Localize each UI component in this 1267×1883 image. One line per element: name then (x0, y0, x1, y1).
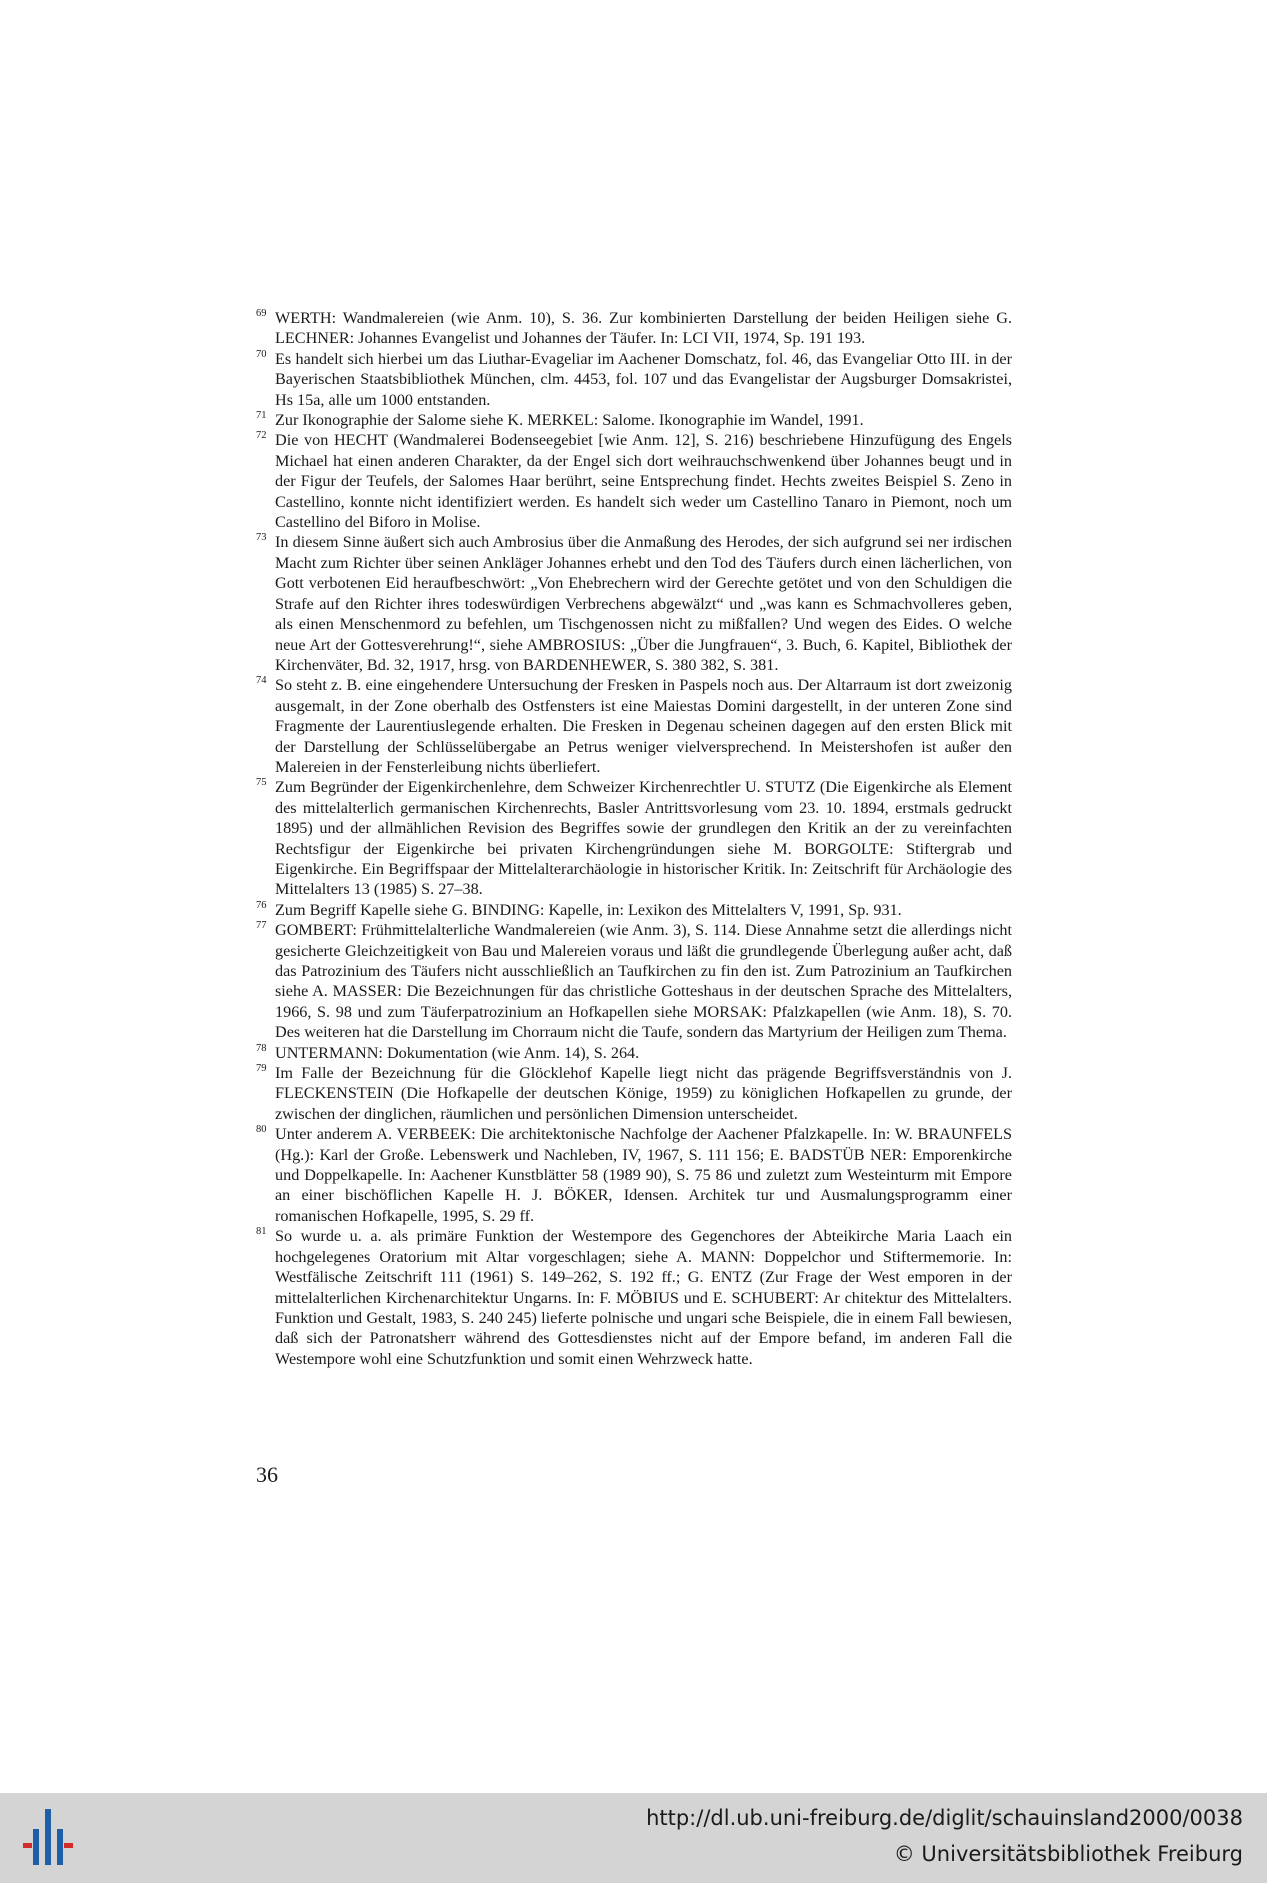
footnote-text: UNTERMANN: Dokumentation (wie Anm. 14), S. 264. (275, 1043, 640, 1062)
footnote-text: Es handelt sich hierbei um das Liuthar-Evageliar im Aachener Domschatz, fol. 46, das Evangeliar Otto III. in der Bayerischen Staatsbibliothek München, clm. 4453, fol. 107 und das Evangelistar der Augsburger Domsakristei, Hs 15a, alle um 1000 entstanden. (275, 349, 1012, 409)
footnote (256, 900, 1012, 920)
footnote-number: 80 (256, 1124, 267, 1136)
footer-bar (0, 1793, 1267, 1883)
footnote (256, 430, 1012, 532)
footnotes-section (256, 308, 1012, 1369)
footnote (256, 777, 1012, 899)
footnote (256, 1124, 1012, 1226)
footnote-text: So steht z. B. eine eingehendere Untersuchung der Fresken in Paspels noch aus. Der Altarraum ist dort zweizonig ausgemalt, in der Zone oberhalb des Ostfensters ist eine Maiestas Domini dargestellt, in der unteren Zone sind Fragmente der Laurentiuslegende erhalten. Die Fresken in Degenau scheinen dagegen auf den ersten Blick mit der Darstellung der Schlüsselübergabe an Petrus weniger vielversprechend. In Meistershofen ist außer den Malereien in der Fensterleibung nichts überliefert. (275, 676, 1012, 776)
footnote (256, 1063, 1012, 1124)
footnote-text: Die von HECHT (Wandmalerei Bodenseegebiet [wie Anm. 12], S. 216) beschriebene Hinzufügung des Engels Michael hat einen anderen Charakter, da der Engel sich dort weihrauchschwenkend über Johannes beugt und in der Figur der Teufels, der Salomes Haar berührt, seine Entsprechung findet. Hechts zweites Beispiel S. Zeno in Castellino, konnte nicht identifiziert werden. Es handelt sich weder um Castellino Tanaro in Piemont, noch um Castellino del Biforo in Molise. (275, 431, 1012, 532)
footnote-number: 78 (256, 1042, 267, 1054)
footnote-text: So wurde u. a. als primäre Funktion der Westempore des Gegenchores der Abteikirche Maria Laach ein hochgelegenes Oratorium mit Altar vorgeschlagen; siehe A. MANN: Doppelchor und Stiftermemorie. In: Westfälische Zeitschrift 111 (1961) S. 149–262, S. 192 ff.; G. ENTZ (Zur Frage der West emporen in der mittelalterlichen Kirchenarchitektur Ungarns. In: F. MÖBIUS und E. SCHUBERT: Ar chitektur des Mittelalters. Funktion und Gestalt, 1983, S. 240 245) lieferte polnische und ungari sche Beispiele, die in einem Fall bewiesen, daß sich der Patronatsherr während des Gottesdienstes nicht auf der Empore befand, im anderen Fall die Westempore wohl eine Schutzfunktion und somit einen Wehrzweck hatte. (275, 1227, 1012, 1368)
footnote-text: In diesem Sinne äußert sich auch Ambrosius über die Anmaßung des Herodes, der sich aufgrund sei ner irdischen Macht zum Richter über seinen Ankläger Johannes erhebt und den Tod des Täufers durch einen lächerlichen, von Gott verbotenen Eid heraufbeschwört: „Von Ehebrechern wird der Gerechte getötet und von den Schuldigen die Strafe auf den Richter ihres todeswürdigen Verbrechens abgewälzt“ und „was kann es Schmachvolleres geben, als einen Menschenmord zu befehlen, um Tischgenossen nicht zu mißfallen? Und wegen des Eides. O welche neue Art der Gottesverehrung!“, siehe AMBROSIUS: „Über die Jungfrauen“, 3. Buch, 6. Kapitel, Bibliothek der Kirchenväter, Bd. 32, 1917, hrsg. von BARDENHEWER, S. 380 382, S. 381. (275, 533, 1012, 674)
permalink-url[interactable]: http://dl.ub.uni-freiburg.de/diglit/schauinsland2000/0038 (646, 1806, 1243, 1830)
ub-freiburg-logo-icon (16, 1803, 80, 1871)
page-number: 36 (256, 1462, 278, 1487)
footnote (256, 1226, 1012, 1369)
footnote-number: 79 (256, 1063, 267, 1075)
footnote (256, 532, 1012, 675)
footnote-text: GOMBERT: Frühmittelalterliche Wandmalereien (wie Anm. 3), S. 114. Diese Annahme setzt die allerdings nicht gesicherte Gleichzeitigkeit von Bau und Malereien voraus und läßt die grundlegende Überlegung außer acht, daß das Patrozinium des Täufers nicht ausschließlich an Taufkirchen zu fin den ist. Zum Patrozinium an Taufkirchen siehe A. MASSER: Die Bezeichnungen für das christliche Gotteshaus in der deutschen Sprache des Mittelalters, 1966, S. 98 und zum Täuferpatrozinium an Hofkapellen siehe MORSAK: Pfalzkapellen (wie Anm. 18), S. 70. Des weiteren hat die Darstellung im Chorraum nicht die Taufe, sondern das Martyrium der Heiligen zum Thema. (275, 921, 1012, 1042)
footnote-text: Unter anderem A. VERBEEK: Die architektonische Nachfolge der Aachener Pfalzkapelle. In: W. BRAUNFELS (Hg.): Karl der Große. Lebenswerk und Nachleben, IV, 1967, S. 111 156; E. BADSTÜB NER: Emporenkirche und Doppelkapelle. In: Aachener Kunstblätter 58 (1989 90), S. 75 86 und zuletzt zum Westeinturm mit Empore an einer bischöflichen Kapelle H. J. BÖKER, Idensen. Architek tur und Ausmalungsprogramm einer romanischen Hofkapelle, 1995, S. 29 ff. (275, 1125, 1012, 1225)
footnote-text: Zum Begründer der Eigenkirchenlehre, dem Schweizer Kirchenrechtler U. STUTZ (Die Eigenkirche als Element des mittelalterlich germanischen Kirchenrechts, Basler Antrittsvorlesung vom 23. 10. 1894, erstmals gedruckt 1895) und der allmählichen Revision des Begriffes sowie der grundlegen den Kritik an der zu vereinfachten Rechtsfigur der Eigenkirche bei privaten Kirchengründungen siehe M. BORGOLTE: Stiftergrab und Eigenkirche. Ein Begriffspaar der Mittelalterarchäologie in historischer Kritik. In: Zeitschrift für Archäologie des Mittelalters 13 (1985) S. 27–38. (275, 778, 1012, 899)
footnote-text: Im Falle der Bezeichnung für die Glöcklehof Kapelle liegt nicht das prägende Begriffsverständnis von J. FLECKENSTEIN (Die Hofkapelle der deutschen Könige, 1959) zu königlichen Hofkapellen zu grunde, der zwischen der dinglichen, räumlichen und persönlichen Dimension unterscheidet. (275, 1064, 1012, 1123)
footnote-number: 74 (256, 675, 267, 687)
footnote-number: 71 (256, 410, 267, 422)
footnote-number: 73 (256, 532, 267, 544)
footnote (256, 920, 1012, 1042)
footnote-number: 76 (256, 899, 267, 911)
footnote (256, 308, 1012, 349)
footnote (256, 1043, 1012, 1063)
footnote-number: 75 (256, 777, 267, 789)
footnote (256, 675, 1012, 777)
footnote-number: 70 (256, 348, 267, 360)
footnote (256, 410, 1012, 430)
footnote-number: 72 (256, 430, 267, 442)
footnote-text: Zur Ikonographie der Salome siehe K. MERKEL: Salome. Ikonographie im Wandel, 1991. (275, 411, 864, 430)
footnote-number: 81 (256, 1226, 267, 1238)
footnote-number: 77 (256, 920, 267, 932)
footnote-text: WERTH: Wandmalereien (wie Anm. 10), S. 36. Zur kombinierten Darstellung der beiden Heiligen siehe G. LECHNER: Johannes Evangelist und Johannes der Täufer. In: LCI VII, 1974, Sp. 191 193. (275, 309, 1012, 348)
footnote-text: Zum Begriff Kapelle siehe G. BINDING: Kapelle, in: Lexikon des Mittelalters V, 1991, Sp. 931. (275, 900, 902, 919)
copyright-notice: © Universitätsbibliothek Freiburg (893, 1842, 1243, 1866)
footnote-number: 69 (256, 308, 267, 319)
footnote (256, 349, 1012, 410)
